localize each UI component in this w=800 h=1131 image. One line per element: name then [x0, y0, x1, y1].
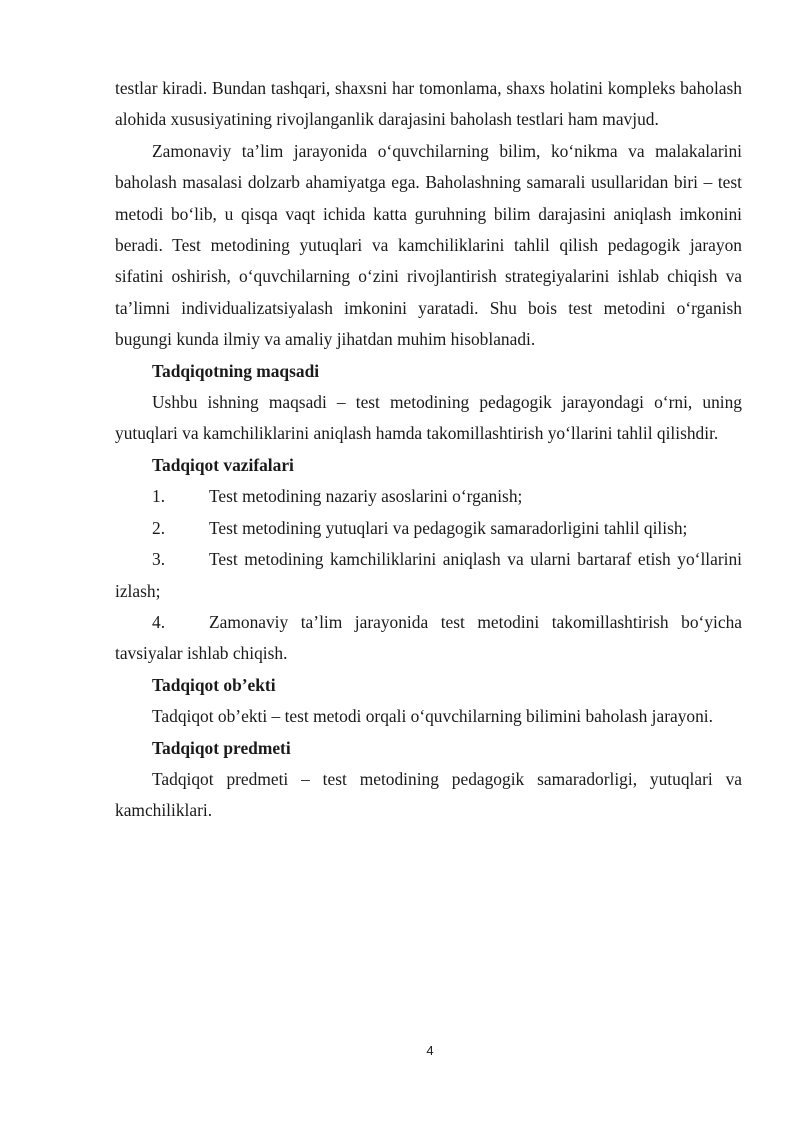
task-number: 3.: [152, 549, 166, 570]
intro-paragraph: testlar kiradi. Bundan tashqari, shaxsni har tomonlama, shaxs holatini kompleks baholash alohida xususiyatining rivojlanganlik darajasini baholash testlari ham mavjud.: [115, 78, 742, 130]
task-item-1: [115, 481, 742, 512]
subject-paragraph: Tadqiqot predmeti – test metodining pedagogik samaradorligi, yutuqlari va kamchiliklari.: [115, 768, 742, 821]
task-item-3: [115, 544, 742, 607]
object-paragraph: Tadqiqot ob’ekti – test metodi orqali o‘quvchilarning bilimini baholash jarayoni.: [152, 706, 713, 727]
task-number: 2.: [152, 517, 166, 538]
object-heading: Tadqiqot ob’ekti: [152, 674, 276, 695]
task-number: 4.: [152, 611, 166, 632]
task-number: 1.: [152, 486, 166, 507]
tasks-heading: Tadqiqot vazifalari: [152, 454, 294, 475]
task-text: Test metodining yutuqlari va pedagogik samaradorligini tahlil qilish;: [209, 517, 688, 538]
document-body: [115, 73, 742, 827]
task-text: Test metodining kamchiliklarini aniqlash va ularni bartaraf etish yo‘llarini izlash;: [115, 549, 742, 601]
goal-paragraph: Ushbu ishning maqsadi – test metodining pedagogik jarayondagi o‘rni, uning yutuqlari va kamchiliklarini aniqlash hamda takomillashtirish yo‘llarini tahlil qilishdir.: [115, 392, 742, 444]
task-text: Zamonaviy ta’lim jarayonida test metodini takomillashtirish bo‘yicha tavsiyalar ishlab chiqish.: [115, 611, 742, 664]
task-item-4: [115, 607, 742, 670]
task-text: Test metodining nazariy asoslarini o‘rganish;: [209, 486, 523, 507]
subject-heading: Tadqiqot predmeti: [152, 737, 291, 758]
relevance-paragraph: Zamonaviy ta’lim jarayonida o‘quvchilarning bilim, ko‘nikma va malakalarini baholash masalasi dolzarb ahamiyatga ega. Baholashning samarali usullaridan biri – test metodi bo‘lib, u qisqa vaqt ichida katta guruhning bilim darajasini aniqlash imkonini beradi. Test metodining yutuqlari va kamchiliklarini tahlil qilish pedagogik jarayon sifatini oshirish, o‘quvchilarning o‘zini rivojlantirish strategiyalarini ishlab chiqish va ta’limni individualizatsiyalash imkonini yaratadi. Shu bois test metodini o‘rganish bugungi kunda ilmiy va amaliy jihatdan muhim hisoblanadi.: [115, 140, 742, 350]
page-number: 4: [426, 1043, 434, 1058]
goal-heading: Tadqiqotning maqsadi: [152, 360, 320, 381]
task-item-2: [115, 513, 742, 544]
